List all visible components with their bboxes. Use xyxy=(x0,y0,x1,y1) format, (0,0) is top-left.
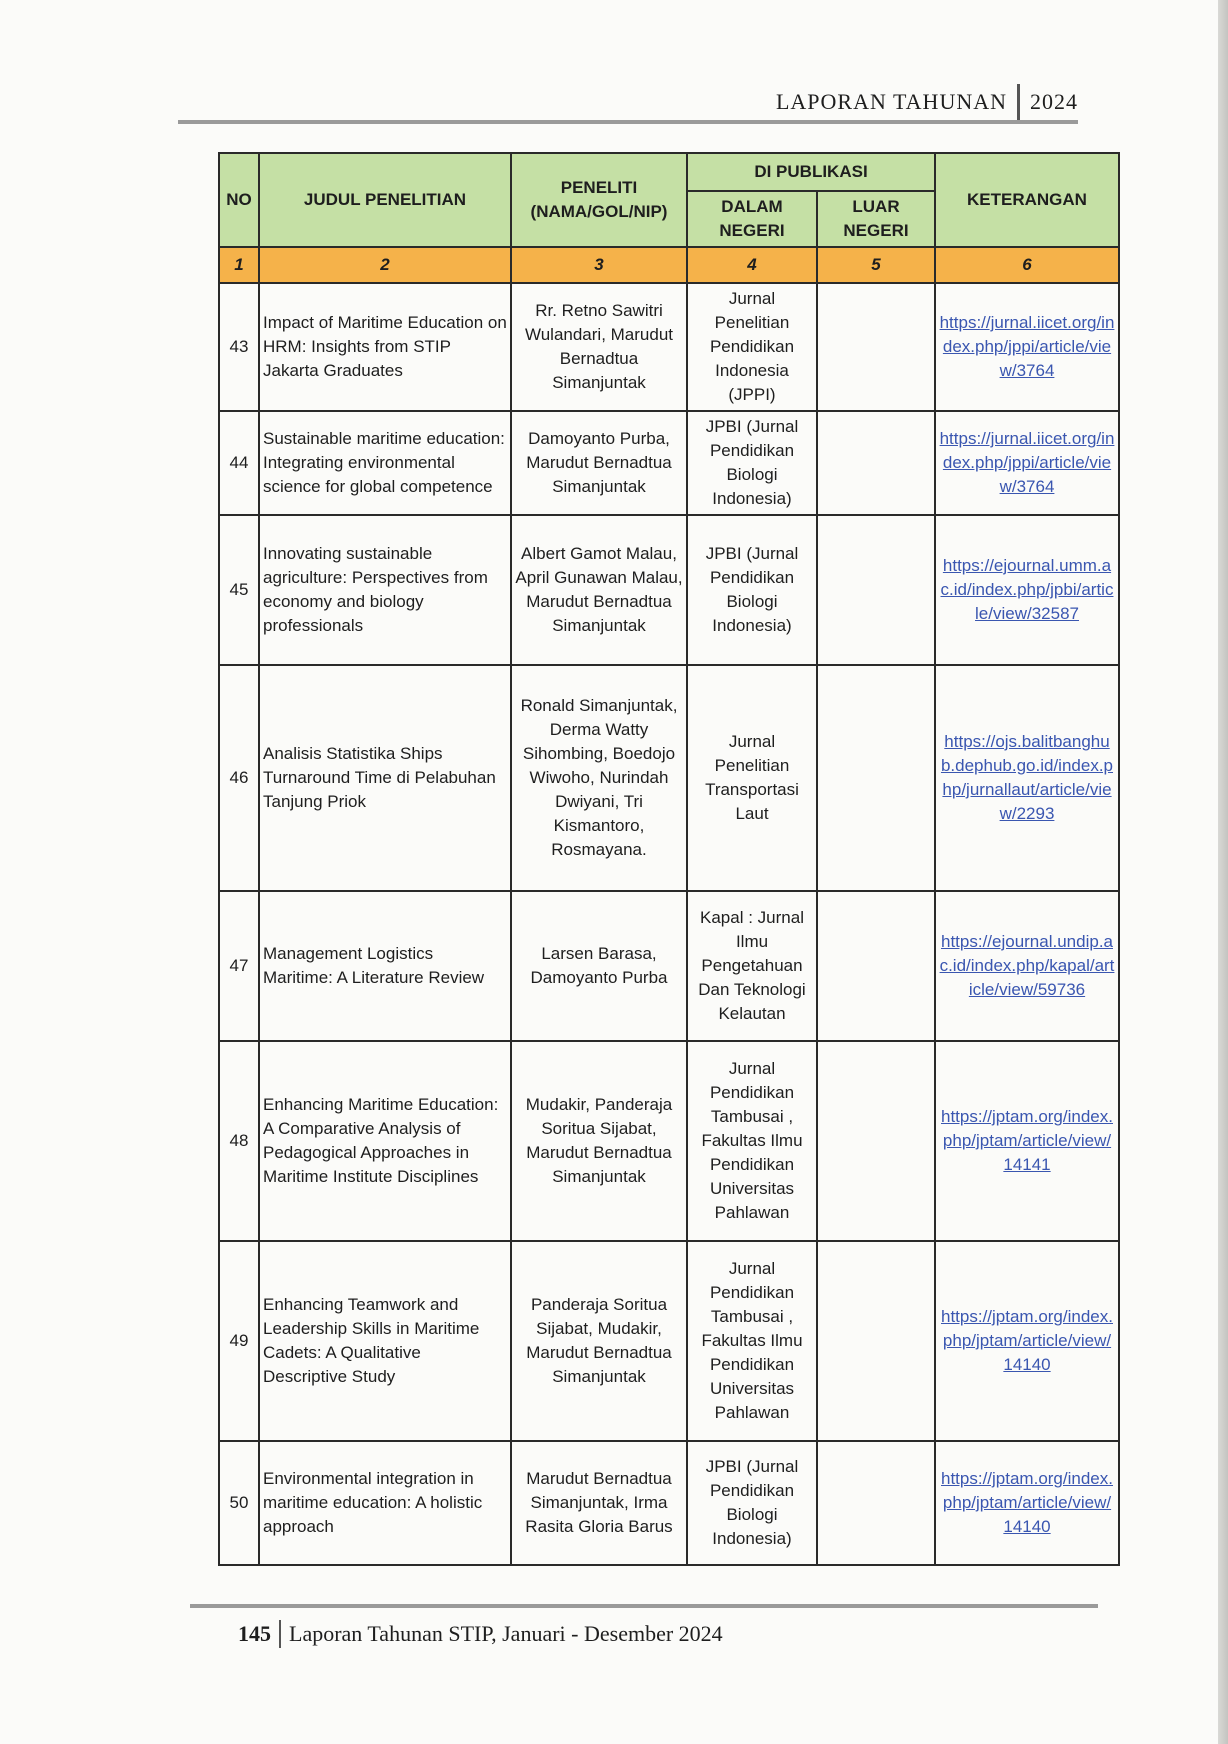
row-number: 46 xyxy=(219,665,259,891)
col-header-no: NO xyxy=(219,153,259,247)
article-link[interactable]: https://ojs.balitbanghub.dephub.go.id/index.php/jurnallaut/article/view/2293 xyxy=(935,665,1119,891)
researchers: Mudakir, Panderaja Soritua Sijabat, Marudut Bernadtua Simanjuntak xyxy=(511,1041,687,1241)
foreign-publication xyxy=(817,411,935,515)
index-cell: 6 xyxy=(935,247,1119,283)
research-title: Innovating sustainable agriculture: Perspectives from economy and biology professionals xyxy=(259,515,511,665)
article-link[interactable]: https://jptam.org/index.php/jptam/article/view/14140 xyxy=(935,1441,1119,1565)
foreign-publication xyxy=(817,665,935,891)
domestic-publication: Jurnal Pendidikan Tambusai , Fakultas Ilmu Pendidikan Universitas Pahlawan xyxy=(687,1041,817,1241)
index-cell: 2 xyxy=(259,247,511,283)
row-number: 47 xyxy=(219,891,259,1041)
table-row xyxy=(219,665,1119,891)
header-text xyxy=(776,84,1078,120)
researchers: Damoyanto Purba, Marudut Bernadtua Simanjuntak xyxy=(511,411,687,515)
foreign-publication xyxy=(817,891,935,1041)
footer-title: Laporan Tahunan STIP, Januari - Desember 2024 xyxy=(289,1621,723,1646)
domestic-publication: JPBI (Jurnal Pendidikan Biologi Indonesia) xyxy=(687,1441,817,1565)
foreign-publication xyxy=(817,283,935,411)
page-edge xyxy=(1218,0,1228,1744)
index-cell: 5 xyxy=(817,247,935,283)
header-rule xyxy=(178,120,1078,124)
foreign-publication xyxy=(817,1041,935,1241)
header-year: 2024 xyxy=(1030,89,1078,114)
col-header-luar-negeri: LUAR NEGERI xyxy=(817,191,935,247)
article-link[interactable]: https://jptam.org/index.php/jptam/article/view/14140 xyxy=(935,1241,1119,1441)
row-number: 43 xyxy=(219,283,259,411)
research-title: Impact of Maritime Education on HRM: Insights from STIP Jakarta Graduates xyxy=(259,283,511,411)
research-title: Enhancing Teamwork and Leadership Skills in Maritime Cadets: A Qualitative Descriptive Study xyxy=(259,1241,511,1441)
index-cell: 1 xyxy=(219,247,259,283)
researchers: Ronald Simanjuntak, Derma Watty Sihombing, Boedojo Wiwoho, Nurindah Dwiyani, Tri Kismantoro, Rosmayana. xyxy=(511,665,687,891)
table-row xyxy=(219,1241,1119,1441)
researchers: Albert Gamot Malau, April Gunawan Malau, Marudut Bernadtua Simanjuntak xyxy=(511,515,687,665)
col-header-judul: JUDUL PENELITIAN xyxy=(259,153,511,247)
page-footer xyxy=(190,1604,1098,1648)
research-title: Management Logistics Maritime: A Literature Review xyxy=(259,891,511,1041)
index-cell: 3 xyxy=(511,247,687,283)
domestic-publication: Jurnal Pendidikan Tambusai , Fakultas Ilmu Pendidikan Universitas Pahlawan xyxy=(687,1241,817,1441)
researchers: Marudut Bernadtua Simanjuntak, Irma Rasita Gloria Barus xyxy=(511,1441,687,1565)
table-row xyxy=(219,891,1119,1041)
article-link[interactable]: https://jurnal.iicet.org/index.php/jppi/article/view/3764 xyxy=(935,411,1119,515)
header-separator xyxy=(1017,84,1020,120)
researchers: Rr. Retno Sawitri Wulandari, Marudut Bernadtua Simanjuntak xyxy=(511,283,687,411)
article-link[interactable]: https://jptam.org/index.php/jptam/article/view/14141 xyxy=(935,1041,1119,1241)
table-row xyxy=(219,411,1119,515)
header-title: LAPORAN TAHUNAN xyxy=(775,89,1007,114)
domestic-publication: Kapal : Jurnal Ilmu Pengetahuan Dan Teknologi Kelautan xyxy=(687,891,817,1041)
footer-text xyxy=(238,1620,1098,1648)
foreign-publication xyxy=(817,1241,935,1441)
row-number: 48 xyxy=(219,1041,259,1241)
article-link[interactable]: https://jurnal.iicet.org/index.php/jppi/article/view/3764 xyxy=(935,283,1119,411)
col-header-dalam-negeri: DALAM NEGERI xyxy=(687,191,817,247)
research-title: Analisis Statistika Ships Turnaround Time di Pelabuhan Tanjung Priok xyxy=(259,665,511,891)
footer-rule xyxy=(190,1604,1098,1608)
row-number: 50 xyxy=(219,1441,259,1565)
researchers: Larsen Barasa, Damoyanto Purba xyxy=(511,891,687,1041)
research-title: Sustainable maritime education: Integrating environmental science for global competence xyxy=(259,411,511,515)
col-header-publikasi: DI PUBLIKASI xyxy=(687,153,935,191)
article-link[interactable]: https://ejournal.undip.ac.id/index.php/kapal/article/view/59736 xyxy=(935,891,1119,1041)
research-table xyxy=(218,152,1120,1566)
table-row xyxy=(219,283,1119,411)
footer-separator xyxy=(279,1620,281,1648)
row-number: 44 xyxy=(219,411,259,515)
col-header-peneliti: PENELITI (NAMA/GOL/NIP) xyxy=(511,153,687,247)
row-number: 49 xyxy=(219,1241,259,1441)
researchers: Panderaja Soritua Sijabat, Mudakir, Marudut Bernadtua Simanjuntak xyxy=(511,1241,687,1441)
foreign-publication xyxy=(817,1441,935,1565)
domestic-publication: Jurnal Penelitian Pendidikan Indonesia (JPPI) xyxy=(687,283,817,411)
page-header xyxy=(178,70,1078,124)
domestic-publication: JPBI (Jurnal Pendidikan Biologi Indonesia) xyxy=(687,515,817,665)
article-link[interactable]: https://ejournal.umm.ac.id/index.php/jpbi/article/view/32587 xyxy=(935,515,1119,665)
row-number: 45 xyxy=(219,515,259,665)
index-cell: 4 xyxy=(687,247,817,283)
foreign-publication xyxy=(817,515,935,665)
table-row xyxy=(219,1441,1119,1565)
domestic-publication: Jurnal Penelitian Transportasi Laut xyxy=(687,665,817,891)
table-row xyxy=(219,1041,1119,1241)
col-header-keterangan: KETERANGAN xyxy=(935,153,1119,247)
table-row xyxy=(219,515,1119,665)
research-title: Environmental integration in maritime education: A holistic approach xyxy=(259,1441,511,1565)
domestic-publication: JPBI (Jurnal Pendidikan Biologi Indonesia) xyxy=(687,411,817,515)
page-number: 145 xyxy=(238,1621,271,1646)
research-title: Enhancing Maritime Education: A Comparative Analysis of Pedagogical Approaches in Maritime Institute Disciplines xyxy=(259,1041,511,1241)
